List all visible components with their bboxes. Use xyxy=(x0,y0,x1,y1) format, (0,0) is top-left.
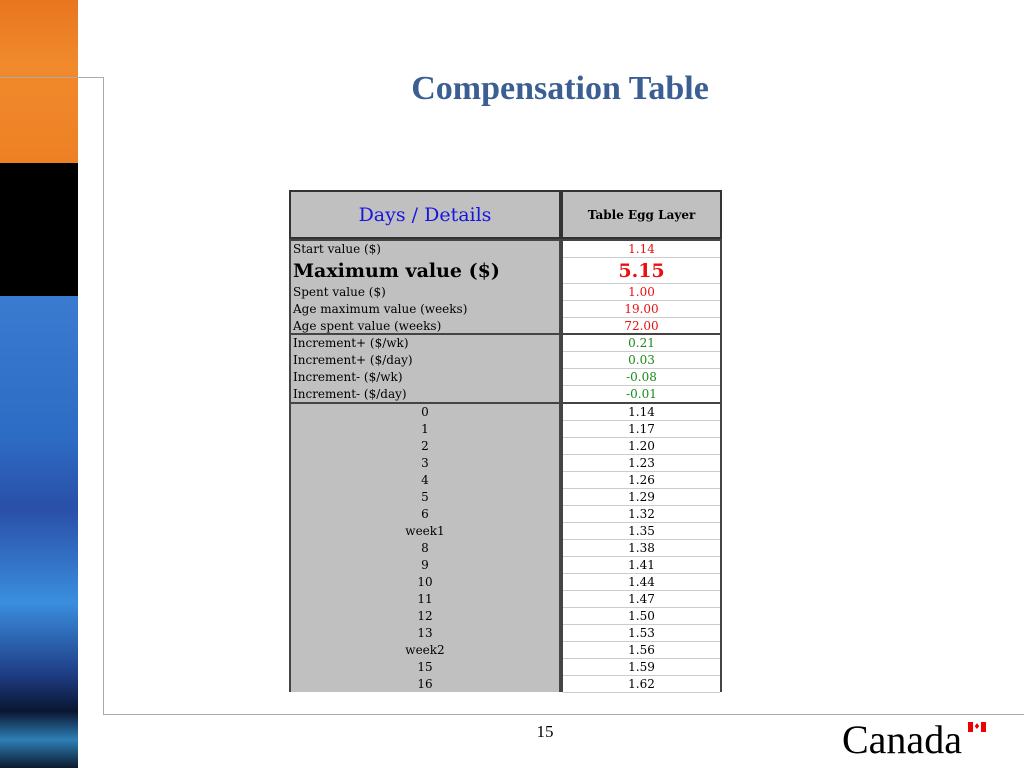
row-value: -0.01 xyxy=(563,386,720,403)
row-value: 1.35 xyxy=(563,523,720,540)
row-label: Spent value ($) xyxy=(293,285,386,299)
row-value: 1.59 xyxy=(563,659,720,676)
row-label: 2 xyxy=(421,439,429,453)
frame-line-left xyxy=(103,77,104,714)
row-label: Increment+ ($/day) xyxy=(293,353,413,367)
row-value: 19.00 xyxy=(563,301,720,318)
row-label: Start value ($) xyxy=(293,242,381,256)
row-label: 3 xyxy=(421,456,429,470)
increment-labels xyxy=(289,333,561,405)
row-value: 1.00 xyxy=(563,284,720,301)
row-value: 1.62 xyxy=(563,676,720,693)
row-value: 1.23 xyxy=(563,455,720,472)
strip-blue xyxy=(0,296,78,768)
row-value: 72.00 xyxy=(563,318,720,335)
day-labels xyxy=(289,402,561,692)
row-label: 1 xyxy=(421,422,429,436)
row-label: 15 xyxy=(417,660,433,674)
strip-orange xyxy=(0,0,78,163)
row-label: 6 xyxy=(421,507,429,521)
row-value: 1.14 xyxy=(563,404,720,421)
row-label: Age spent value (weeks) xyxy=(293,319,442,333)
row-value: 0.21 xyxy=(563,335,720,352)
canada-wordmark: Canada xyxy=(842,717,962,762)
row-label: 0 xyxy=(421,405,429,419)
header-table-egg-layer: Table Egg Layer xyxy=(561,190,722,239)
row-label: 12 xyxy=(417,609,433,623)
row-value: 1.29 xyxy=(563,489,720,506)
row-value: 5.15 xyxy=(563,258,720,284)
row-label: 16 xyxy=(417,677,433,691)
canada-flag-icon: ♦ xyxy=(968,722,986,732)
details-labels xyxy=(289,239,561,337)
row-label: Maximum value ($) xyxy=(293,260,500,282)
row-value: -0.08 xyxy=(563,369,720,386)
strip-black xyxy=(0,163,78,296)
row-value: 1.26 xyxy=(563,472,720,489)
row-value: 1.32 xyxy=(563,506,720,523)
row-value: 1.50 xyxy=(563,608,720,625)
row-label: 10 xyxy=(417,575,433,589)
row-value: 1.47 xyxy=(563,591,720,608)
details-values xyxy=(561,239,722,337)
frame-line-bottom xyxy=(103,714,1024,715)
row-value: 1.38 xyxy=(563,540,720,557)
row-value: 1.56 xyxy=(563,642,720,659)
row-value: 1.41 xyxy=(563,557,720,574)
row-label: Age maximum value (weeks) xyxy=(293,302,468,316)
row-label: 5 xyxy=(421,490,429,504)
frame-line-top xyxy=(0,77,103,78)
row-value: 0.03 xyxy=(563,352,720,369)
day-values xyxy=(561,402,722,692)
row-value: 1.14 xyxy=(563,241,720,258)
row-label: Increment- ($/wk) xyxy=(293,370,403,384)
header-days-details: Days / Details xyxy=(289,190,561,239)
row-label: 11 xyxy=(417,592,433,606)
row-value: 1.53 xyxy=(563,625,720,642)
row-label: 8 xyxy=(421,541,429,555)
row-label: Increment- ($/day) xyxy=(293,387,407,401)
row-value: 1.20 xyxy=(563,438,720,455)
row-value: 1.17 xyxy=(563,421,720,438)
increment-values xyxy=(561,333,722,405)
page-number: 15 xyxy=(536,722,554,741)
row-label: 4 xyxy=(421,473,429,487)
row-label: week2 xyxy=(405,643,445,657)
row-label: 13 xyxy=(417,626,433,640)
slide-title: Compensation Table xyxy=(411,70,709,107)
row-label: week1 xyxy=(405,524,445,538)
decorative-strip xyxy=(0,0,78,768)
row-label: Increment+ ($/wk) xyxy=(293,336,409,350)
row-label: 9 xyxy=(421,558,429,572)
row-value: 1.44 xyxy=(563,574,720,591)
